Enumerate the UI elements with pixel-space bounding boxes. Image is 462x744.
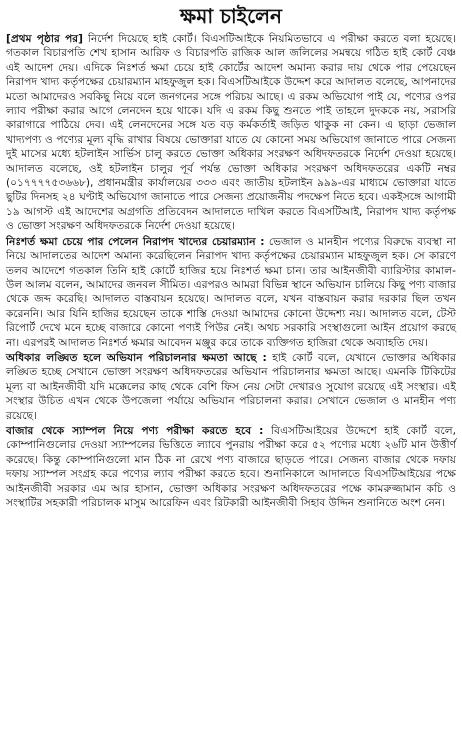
paragraph-sampling — [6, 424, 456, 510]
paragraph-body: বিএসটিআইয়ের উদ্দেশে হাই কোর্ট বলে, কোম্পানিগুলোর দেওয়া স্যাম্পলের ভিত্তিতে ল্যাবে পুনরায় পরীক্ষা করে ৫২ পণ্যের মধ্যে ২৬টি মান উত্তীর্ণ করেছে। কিন্তু কোম্পানিগুলো মান ঠিক না রেখে পণ্য বাজারে ছাড়তে পারে। সেজন্য বাজার থেকে দফায় দফায় স্যাম্পল সংগ্রহ করে পণ্যের ল্যাব পরীক্ষা করতে হবে। শুনানিকালে আদালতে বিএসটিআইয়ের পক্ষে আইনজীবী সরকার এম আর হাসান, ভোক্তা অধিকার সংরক্ষণ অধিদফতরের পক্ষে কামরুজ্জামান কচি ও সংস্থাটির সহকারী পরিচালক মাসুম আরেফিন এবং রিটকারী আইনজীবী সিহাব উদ্দিন শুনানিতে অংশ নেন। — [6, 424, 456, 509]
paragraph-continued — [6, 32, 456, 234]
subheading-apology: নিঃশর্ত ক্ষমা চেয়ে পার পেলেন নিরাপদ খাদ্যের চেয়ারম্যান : — [6, 235, 265, 248]
paragraph-authority — [6, 351, 456, 423]
subheading-authority: অধিকার লঙ্ঘিত হলে অভিযান পরিচালনার ক্ষমতা আছে : — [6, 351, 267, 364]
paragraph-apology — [6, 235, 456, 350]
paragraph-body: ভেজাল ও মানহীন পণ্যের বিরুদ্ধে ব্যবস্থা না নিয়ে আদালতের আদেশ অমান্য করেছিলেন নিরাপদ খাদ্য কর্তৃপক্ষের চেয়ারম্যান মাহফুজুল হক। সে কারণে তলব আদেশে গতকাল তিনি হাই কোর্টে হাজির হয়ে নিঃশর্ত ক্ষমা চান। তার আইনজীবী ব্যারিস্টার কামাল-উল আলম বলেন, আমাদের জনবল সীমিত। এরপরও আমরা বিভিন্ন স্থানে অভিযান চালিয়ে কিছু পণ্য বাজার থেকে জব্দ করেছি। আদালত বাস্তবায়ন হয়েছে। আদালত বলে, যখন বাস্তবায়ন করার দরকার ছিল তখন করেননি। আর যিনি হাজির হয়েছেন তাকে শাস্তি দেওয়া আমাদের কোনো উদ্দেশ্য নয়। আদালত বলে, টেস্ট রিপোর্ট দেখে মনে হচ্ছে বাজারে কোনো পণ্যই পিউর নেই। অথচ সরকারি সংস্থাগুলো আইন প্রয়োগ করছে না। এরপরই আদালত নিঃশর্ত ক্ষমার আবেদন মঞ্জুর করে তাকে ব্যক্তিগত হাজিরা থেকে অব্যাহতি দেয়। — [6, 235, 456, 349]
paragraph-body: হাই কোর্ট বলে, যেখানে ভোক্তার অধিকার লঙ্ঘিত হচ্ছে সেখানে ভোক্তা সংরক্ষণ অধিদফতরের অভিযান পরিচালনার ক্ষমতা আছে। এমনকি টিকিটের মূল্য বা আইনজীবী যদি মক্কেলের কাছ থেকে বেশি ফিস নেয় সেটা দেখারও সুযোগ রয়েছে এই সংস্থার। এই সংস্থার উচিত এখন থেকে উপজেলা পর্যায়ে অভিযান পরিচালনা করার। সেখানে ভেজাল ও মানহীন পণ্য রয়েছে। — [6, 351, 456, 422]
subheading-sampling: বাজার থেকে স্যাম্পল নিয়ে পণ্য পরীক্ষা করতে হবে : — [6, 424, 264, 437]
continued-from-front-page-tag: [প্রথম পৃষ্ঠার পর] — [6, 33, 83, 45]
paragraph-body: নির্দেশ দিয়েছে হাই কোর্ট। বিএসটিআইকে নিয়মিতভাবে এ পরীক্ষা করতে বলা হয়েছে। গতকাল বিচারপতি শেখ হাসান আরিফ ও বিচারপতি রাজিক আল জলিলের সমন্বয়ে গঠিত হাই কোর্ট বেঞ্চ এই আদেশ দেয়। এদিকে নিঃশর্ত ক্ষমা চেয়ে হাই কোর্টের আদেশ অমান্য করার দায় থেকে পার পেয়েছেন নিরাপদ খাদ্য কর্তৃপক্ষের চেয়ারম্যান মাহফুজুল হক। বিএসটিআইকে উদ্দেশ করে আদালত বলেছে, আপনাদের মতো আমাদেরও সবকিছু নিয়ে বলে জনগনের সঙ্গে পরিচয় আছে। এ রকম অভিযোগ পাই যে, পণ্যের ওপর ল্যাব পরীক্ষা করার আগে লেনদেন হয়ে থাকে। যদি এ রকম কিছু শুনতে পাই তাহলে দুদককে নয়, সরাসরি কারাগারে পাঠিয়ে দেব। এই লেনদেনের সঙ্গে যত বড় কর্মকর্তাই জড়িত থাকুক না কেন। এ ছাড়া ভেজাল খাদ্যপণ্য ও পণ্যের মূল্য বৃদ্ধি রাখার বিষয়ে ভোক্তারা যাতে যে কোনো সময় অভিযোগ জানাতে পারে সেজন্য দুই মাসের মধ্যে হটলাইন সার্ভিস চালু করতে ভোক্তা অধিকার সংরক্ষণ অধিদফতরকে নির্দেশ দেওয়া হয়েছে। আদালত বলেছে, ওই হটলাইন চালুর পূর্ব পর্যন্ত ভোক্তা অধিকার সংরক্ষণ অধিদফতরের একটি নম্বর (০১৭৭৭৭৫৩৬৬৮), প্রধানমন্ত্রীর কার্যালয়ের ৩৩৩ এবং জাতীয় হটলাইন ৯৯৯-এর মাধ্যমে ভোক্তারা যাতে ছুটির দিনসহ ২৪ ঘণ্টাই অভিযোগ জানাতে পারে সেজন্য প্রয়োজনীয় পদক্ষেপ নিতে হবে। একইসঙ্গে আগামী ১৯ আগস্ট এই আদেশের অগ্রগতি প্রতিবেদন আদালতে দাখিল করতে বিএসটিআই, নিরাপদ খাদ্য কর্তৃপক্ষ ও ভোক্তা সংরক্ষণ অধিদফতরকে নির্দেশ দেওয়া হয়েছে। — [6, 33, 456, 233]
headline: ক্ষমা চাইলেন — [180, 4, 282, 28]
